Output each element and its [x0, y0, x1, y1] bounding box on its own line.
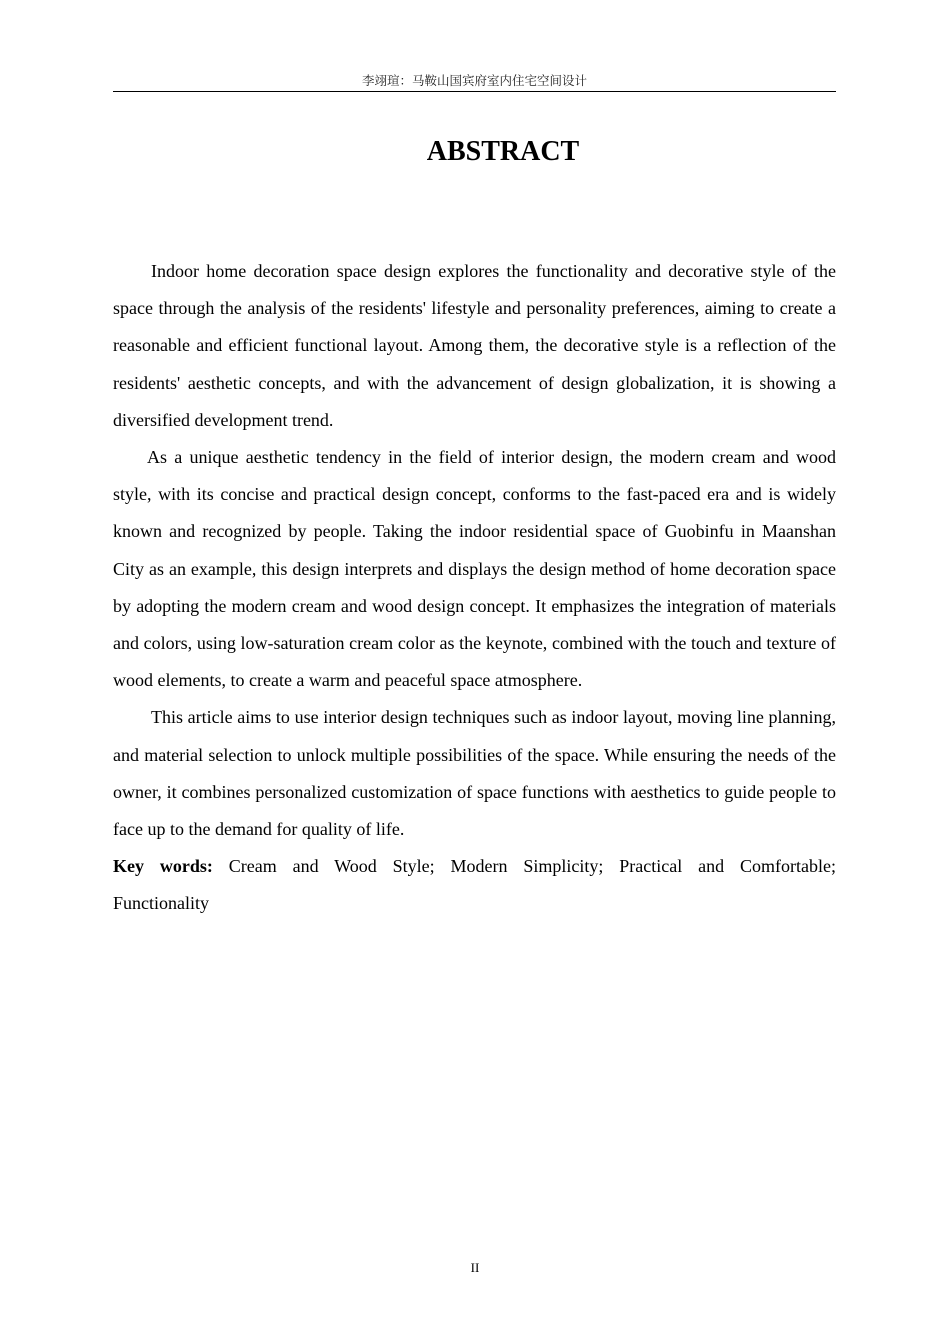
page-number: II: [470, 1260, 480, 1275]
keywords-line: [113, 848, 836, 922]
abstract-paragraph-3: This article aims to use interior design techniques such as indoor layout, moving line planning, and material selection to unlock multiple possibilities of the space. While ensuring the needs of the owner, it combines personalized customization of space functions with aesthetics to guide people to face up to the demand for quality of life.: [113, 707, 836, 840]
abstract-paragraph-1: Indoor home decoration space design explores the functionality and decorative style of the space through the analysis of the residents' lifestyle and personality preferences, aiming to create a reasonable and efficient functional layout. Among them, the decorative style is a reflection of the residents' aesthetic concepts, and with the advancement of design globalization, it is showing a diversified development trend.: [113, 261, 836, 430]
running-header: [113, 72, 836, 92]
running-header-title: 李翊瑄：马鞍山国宾府室内住宅空间设计: [361, 73, 587, 88]
keywords-label: Key words:: [113, 856, 213, 877]
keywords-text: Cream and Wood Style; Modern Simplicity; Practical and Comfortable; Functionality: [113, 856, 837, 914]
abstract-paragraph-2: As a unique aesthetic tendency in the field of interior design, the modern cream and wood style, with its concise and practical design concept, conforms to the fast-paced era and is widely known and recognized by people. Taking the indoor residential space of Guobinfu in Maanshan City as an example, this design interprets and displays the design method of home decoration space by adopting the modern cream and wood design concept. It emphasizes the integration of materials and colors, using low-saturation cream color as the keynote, combined with the touch and texture of wood elements, to create a warm and peaceful space atmosphere.: [113, 447, 836, 691]
abstract-body: [113, 253, 836, 923]
abstract-title: ABSTRACT: [426, 136, 580, 167]
